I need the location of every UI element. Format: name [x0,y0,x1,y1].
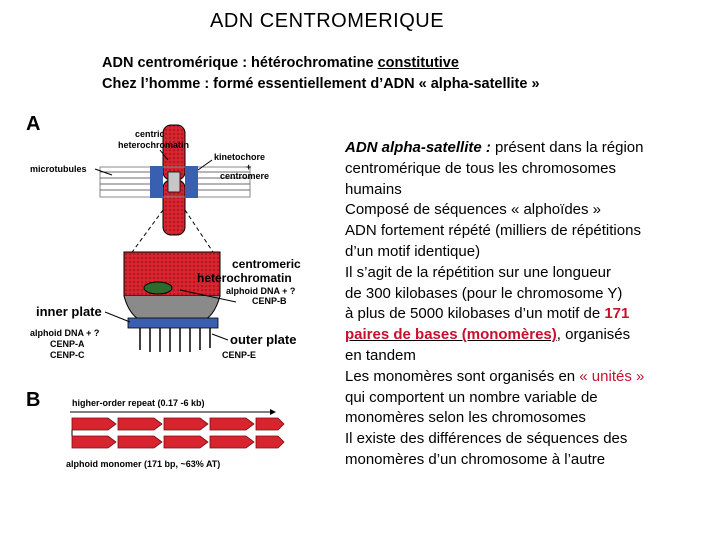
body-line-1-rest: présent dans la région [490,139,644,156]
body-line-9-red: 171 [604,305,630,323]
body-line-13: qui comportent un nombre variable de [345,388,598,406]
label-heterochromatin-1: heterochromatin [118,140,190,150]
label-outer-plate: outer plate [230,332,297,347]
body-line-12 [345,367,715,388]
label-alphoid-dna-1: alphoid DNA + ? [226,286,296,296]
subtitle-line-1-text: ADN centromérique : hétérochromatine [102,55,378,71]
label-plus: + [246,162,252,172]
body-line-6: d’un motif identique) [345,242,481,260]
label-centromere: centromere [220,171,270,181]
repeat-arrows-row-2 [72,436,284,448]
page-title: ADN CENTROMERIQUE [210,10,445,32]
body-line-14: monomères selon les chromosomes [345,409,586,427]
label-cenp-a: CENP-A [50,339,85,349]
body-line-9-text: à plus de 5000 kilobases d’un motif de [345,305,605,323]
label-heterochromatin-2: heterochromatin [197,271,292,285]
body-line-10-rest: , organisés [556,326,631,344]
body-line-12-red: « unités » [579,367,645,385]
body-line-15: Il existe des différences de séquences des [345,430,628,448]
subtitle-line-1 [102,55,459,71]
label-alphoid-monomer: alphoid monomer (171 bp, ~63% AT) [66,459,221,469]
body-line-16: monomères d’un chromosome à l’autre [345,450,606,468]
body-line-7: Il s’agit de la répétition sur une longueur [345,263,612,281]
label-microtubules: microtubules [30,164,87,174]
zoomed-centromere-drawing [124,252,220,352]
body-line-1 [345,138,715,159]
centromere-figure [0,100,340,490]
subtitle-line-2: Chez l’homme : formé essentiellement d’ADN « alpha-satellite » [102,76,540,92]
label-centromeric: centromeric [232,257,301,271]
body-line-10-red: paires de bases (monomères) [345,326,557,344]
label-cenp-c: CENP-C [50,350,85,360]
label-cenp-e: CENP-E [222,350,257,360]
label-cenp-b: CENP-B [252,296,287,306]
label-centric: centric [135,129,165,139]
label-inner-plate: inner plate [36,304,102,319]
body-line-11: en tandem [345,346,416,364]
figure-label-b: B [26,389,41,411]
body-line-2: centromérique de tous les chromosomes [345,159,616,177]
subtitle-underlined-word: constitutive [377,55,459,71]
body-line-1-label: ADN alpha-satellite : [345,139,491,156]
body-text [345,138,715,471]
label-kinetochore: kinetochore [214,152,266,162]
figure-label-a: A [26,113,41,135]
repeat-arrows-row-1 [72,418,284,430]
body-line-4: Composé de séquences « alphoïdes » [345,201,602,219]
label-higher-order-repeat: higher-order repeat (0.17 -6 kb) [72,398,205,408]
body-line-3: humains [345,180,402,198]
body-line-10 [345,325,715,346]
body-line-9 [345,304,715,325]
body-line-12-text: Les monomères sont organisés en [345,367,580,385]
label-alphoid-dna-2: alphoid DNA + ? [30,328,100,338]
body-line-5: ADN fortement répété (milliers de répétitions [345,222,641,240]
body-line-8: de 300 kilobases (pour le chromosome Y) [345,284,623,302]
